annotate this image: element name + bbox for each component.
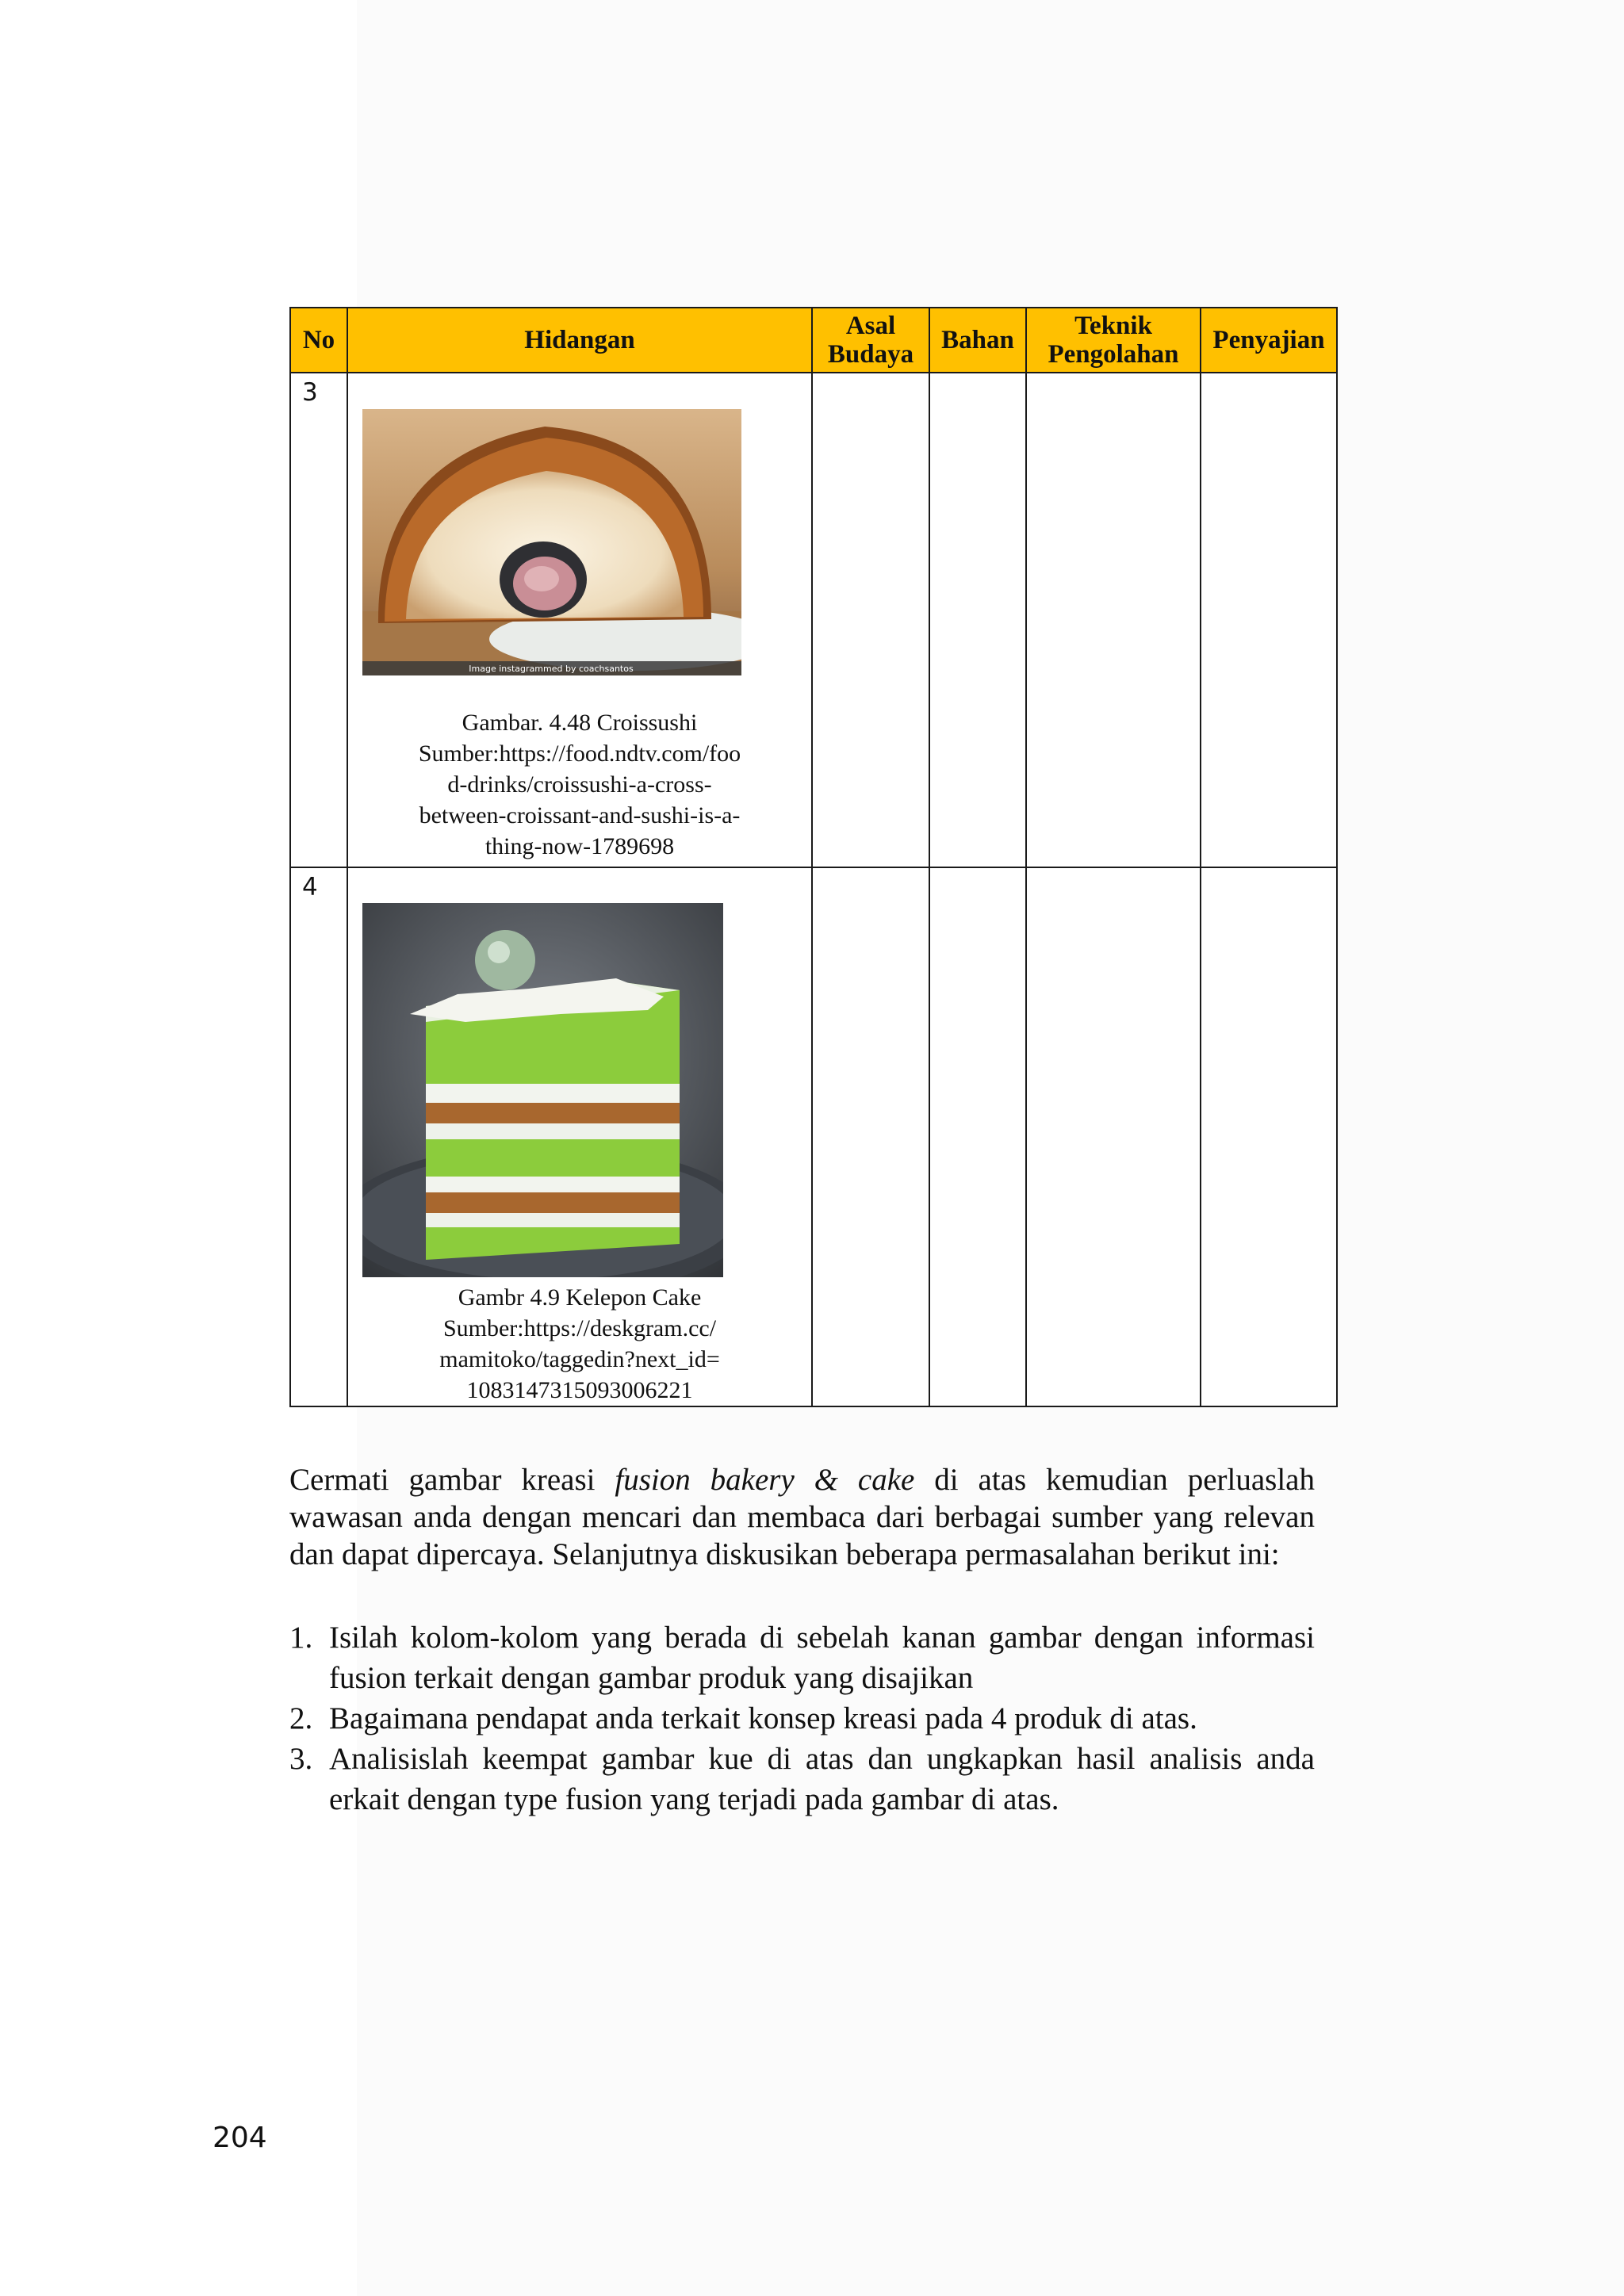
list-item — [289, 1698, 1315, 1739]
image-caption — [397, 707, 762, 863]
caption-title: Gambr 4.9 Kelepon Cake — [458, 1284, 702, 1311]
bahan-cell[interactable] — [929, 373, 1026, 867]
caption-source-line: d-drinks/croissushi-a-cross- — [447, 771, 712, 798]
list-number: 2. — [289, 1701, 313, 1735]
worksheet-table — [289, 307, 1338, 1407]
teknik-pengolahan-cell[interactable] — [1026, 373, 1201, 867]
header-teknik-line2: Pengolahan — [1048, 340, 1179, 369]
asal-budaya-cell[interactable] — [812, 373, 929, 867]
intro-text-continued: di atas kemudian perluaslah wawasan anda dengan mencari dan membaca dari berbagai sumber yang relevan dan dapat dipercaya. Selanjutnya diskusikan beberapa permasalahan berikut ini: — [289, 1463, 1315, 1571]
list-text: Analisislah keempat gambar kue di atas dan ungkapkan hasil analisis anda erkait dengan type fusion yang terjadi pada gambar di atas. — [329, 1742, 1315, 1816]
task-list — [289, 1617, 1315, 1820]
croissushi-image — [362, 409, 741, 675]
header-bahan: Bahan — [929, 308, 1026, 373]
asal-budaya-cell[interactable] — [812, 867, 929, 1406]
photo-credit: Image instagrammed by coachsantos — [469, 664, 634, 674]
page-number: 204 — [213, 2122, 267, 2154]
list-text: Isilah kolom-kolom yang berada di sebelah kanan gambar dengan informasi fusion terkait dengan gambar produk yang disajikan — [329, 1621, 1315, 1695]
header-hidangan: Hidangan — [347, 308, 812, 373]
header-penyajian: Penyajian — [1201, 308, 1337, 373]
caption-source-line: 1083147315093006221 — [466, 1377, 693, 1403]
kelepon-cake-photo — [362, 903, 723, 1277]
list-item — [289, 1739, 1315, 1820]
caption-source-line: thing-now-1789698 — [485, 833, 675, 859]
kelepon-cake-image — [362, 903, 723, 1277]
dish-cell — [347, 867, 812, 1406]
penyajian-cell[interactable] — [1201, 867, 1337, 1406]
table-header-row — [290, 308, 1337, 373]
list-item — [289, 1617, 1315, 1698]
intro-emphasis: fusion bakery & cake — [615, 1463, 915, 1497]
table-row — [290, 867, 1337, 1406]
list-number: 3. — [289, 1742, 313, 1776]
list-number: 1. — [289, 1621, 313, 1655]
caption-source-line: Sumber:https://food.ndtv.com/foo — [418, 740, 741, 767]
list-text: Bagaimana pendapat anda terkait konsep kreasi pada 4 produk di atas. — [329, 1701, 1197, 1735]
header-asal-budaya-line2: Budaya — [827, 340, 914, 369]
instruction-paragraph — [289, 1461, 1315, 1573]
row-number: 3 — [290, 373, 347, 867]
intro-text: Cermati gambar kreasi — [289, 1463, 615, 1497]
teknik-pengolahan-cell[interactable] — [1026, 867, 1201, 1406]
dish-cell — [347, 373, 812, 867]
croissushi-photo — [362, 409, 741, 675]
header-no: No — [290, 308, 347, 373]
penyajian-cell[interactable] — [1201, 373, 1337, 867]
caption-source-line: Sumber:https://deskgram.cc/ — [442, 1315, 717, 1341]
caption-title: Gambar. 4.48 Croissushi — [462, 710, 698, 736]
header-asal-budaya — [812, 308, 929, 373]
header-teknik-line1: Teknik — [1074, 312, 1152, 340]
header-asal-budaya-line1: Asal — [845, 312, 896, 340]
row-number: 4 — [290, 867, 347, 1406]
table-row — [290, 373, 1337, 867]
caption-source-line: mamitoko/taggedin?next_id= — [439, 1346, 720, 1372]
bahan-cell[interactable] — [929, 867, 1026, 1406]
caption-source-line: between-croissant-and-sushi-is-a- — [419, 802, 741, 828]
header-teknik-pengolahan — [1026, 308, 1201, 373]
image-caption — [397, 1282, 762, 1406]
